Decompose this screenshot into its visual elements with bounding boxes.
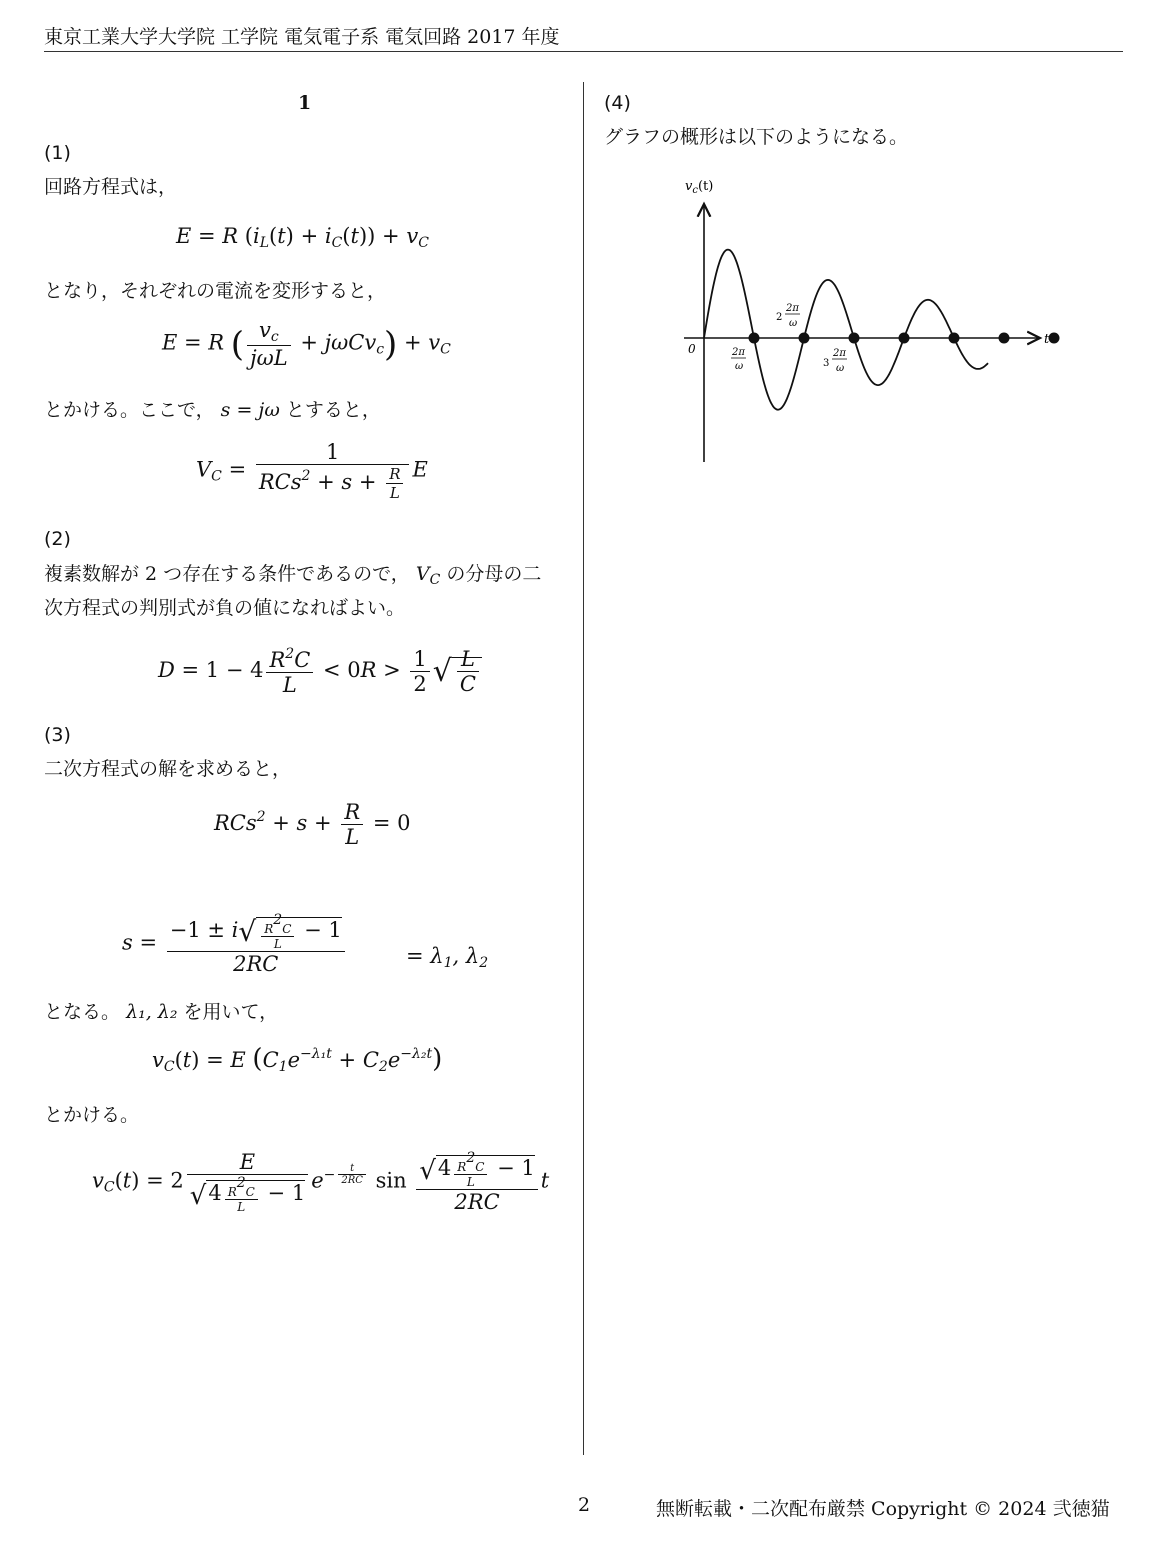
equation-vc-transfer: $V_C$ = 1 RCs$^2$ + s + $\frac{R}{L}$ E: [196, 440, 428, 502]
part1-intro: 回路方程式は，: [44, 176, 178, 198]
y-axis-label: $v_c(t)$: [685, 179, 714, 196]
part1-after-eq2-c: とすると，: [285, 399, 381, 421]
zero-crossing-dot: [799, 333, 810, 344]
zero-crossing-dot: [899, 333, 910, 344]
equation-vc-solution: $v_C(t) = 2$ E √4 $\frac{R2C}{L}$ − 1 $e^{- \frac{t}{2RC}}$ sin √4 $\frac{R2C}{L}$ − 1 2RC t: [92, 1150, 550, 1214]
document-header: 東京工業大学大学院 工学院 電気電子系 電気回路 2017 年度: [44, 26, 560, 48]
svg-text:3: 3: [823, 358, 830, 369]
part2-line1-a: 複素数解が 2 つ存在する条件であるので，: [44, 563, 410, 585]
svg-text:ω: ω: [789, 318, 798, 329]
equation-quadratic: RCs$^2$ + s + $\frac{R}{L}$ = 0: [214, 800, 411, 849]
part1-after-eq1: となり，それぞれの電流を変形すると，: [44, 280, 387, 302]
header-rule: [44, 51, 1123, 52]
column-divider: [583, 82, 584, 1455]
part1-after-eq2-a: とかける。ここで，: [44, 399, 215, 421]
damped-oscillation-graph: [670, 170, 1070, 470]
part4-label: (4): [604, 92, 631, 114]
part2-line1: 複素数解が 2 つ存在する条件であるので， $V_C$ の分母の二: [44, 563, 542, 588]
section-number: 1: [298, 92, 312, 114]
equation-current-transform: E = R ( $\frac{v_c}{\text{jωL}}$ + $j\omega Cv_c) + v_C$: [162, 318, 451, 370]
tick-label-3: [823, 348, 847, 374]
part3-after-s: [44, 995, 278, 1029]
part3-after-s-b: λ₁, λ₂: [126, 1001, 178, 1023]
svg-text:2π: 2π: [833, 348, 846, 359]
origin-label: 0: [688, 342, 696, 356]
part2-label: (2): [44, 528, 71, 550]
zero-crossing-dot: [999, 333, 1010, 344]
zero-crossing-dot: [949, 333, 960, 344]
equation-vc-general: $v_C(t) = E$ $(C_1e^{-\lambda_1t} + C_2e^{-\lambda_2t})$: [152, 1044, 443, 1075]
part4-intro: グラフの概形は以下のようになる。: [604, 126, 909, 148]
svg-text:2π: 2π: [732, 347, 745, 358]
tick-label-1: [731, 347, 746, 372]
part1-after-eq2: [44, 393, 381, 427]
copyright-notice: 無断転載・二次配布厳禁 Copyright © 2024 弐徳猫: [656, 1498, 1110, 1520]
svg-text:ω: ω: [836, 363, 845, 374]
damped-curve: [704, 250, 988, 410]
x-axis-label: t: [1044, 332, 1050, 347]
equation-discriminant: D = 1 − 4 $\frac{R^2C}{L}$ < 0R > $\frac{1}{2}$ √ $\frac{L}{C}$: [158, 646, 482, 697]
svg-text:2: 2: [776, 312, 783, 323]
part3-after-s-c: を用いて，: [183, 1001, 279, 1023]
page-number: 2: [578, 1494, 591, 1516]
part3-intro: 二次方程式の解を求めると，: [44, 758, 292, 780]
svg-text:2π: 2π: [786, 303, 799, 314]
equation-roots: s = −1 ± i√ $\frac{R2C}{L}$ − 1 2RC: [122, 912, 348, 976]
part2-line1-c: の分母の二: [446, 563, 542, 585]
part3-after-vc: とかける。: [44, 1104, 140, 1126]
part3-label: (3): [44, 724, 71, 746]
zero-crossing-dot: [749, 333, 760, 344]
part2-line1-b: V: [415, 563, 430, 585]
zero-crossing-dot: [849, 333, 860, 344]
part1-after-eq2-b: s = jω: [220, 399, 280, 421]
tick-label-2: [776, 303, 800, 329]
equation-roots-lambda: = $\lambda_1$, $\lambda_2$: [406, 944, 489, 971]
part2-line2: 次方程式の判別式が負の値になればよい。: [44, 597, 406, 619]
equation-circuit: E = R $(i_L(t) + i_C(t)) + v_C$: [176, 224, 429, 251]
svg-text:ω: ω: [735, 361, 744, 372]
part3-after-s-a: となる。: [44, 1001, 121, 1023]
part1-label: (1): [44, 142, 71, 164]
zero-crossing-dot: [1049, 333, 1060, 344]
